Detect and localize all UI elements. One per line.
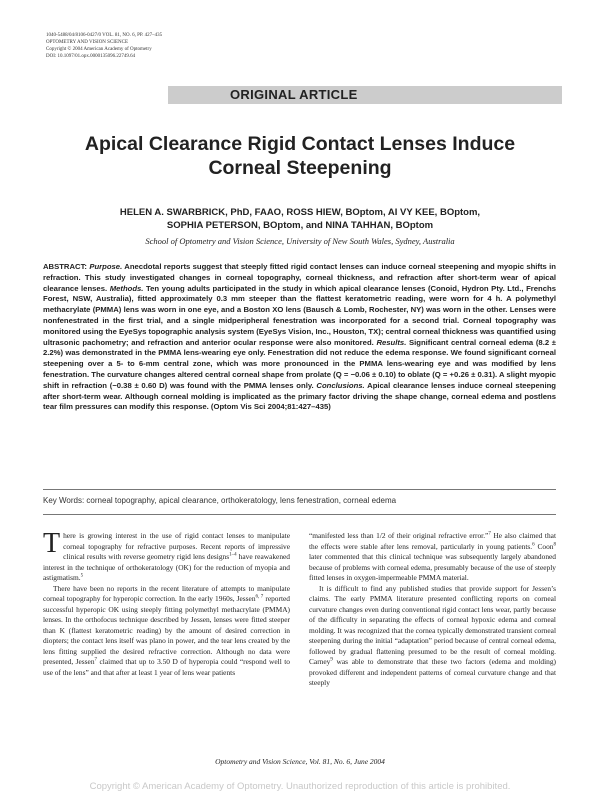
journal-meta <box>46 32 162 60</box>
author-list <box>40 206 560 232</box>
copyright-watermark: Copyright © American Academy of Optometry. Unauthorized reproduction of this article is prohibited. <box>89 781 511 792</box>
purpose-label: Purpose. <box>89 262 123 271</box>
authors-line: SOPHIA PETERSON, BOptom, and NINA TAHHAN, BOptom <box>166 220 434 231</box>
meta-line: OPTOMETRY AND VISION SCIENCE <box>46 40 128 45</box>
keywords-text: corneal topography, apical clearance, orthokeratology, lens fenestration, corneal edema <box>84 496 397 505</box>
article-type-banner <box>168 86 562 104</box>
paragraph: There have been no reports in the recent literature of attempts to manipulate corneal topography for hyperopic correction. In the early 1960s, Jessen$^{6, 7}$ reported successful hyperopic OK using steeply fitting polymethyl methacrylate (PMMA) lenses. In the orthofocus technique described by Jessen, lenses were fitted steeper than K (flattest keratometric reading) by the amount of desired correction in diopters; the contact lens itself was plano in power, and the tear lens created by the lens fitting supplied the desired refractive correction. Although no data were presented, Jessen$^7$ claimed that up to 3.50 D of hyperopia could “respond well to use of the lens” and that after at least 1 year of lens wear patients <box>43 583 290 677</box>
title-line: Apical Clearance Rigid Contact Lenses Induce <box>84 133 516 155</box>
purpose-text: Anecdotal reports suggest that steeply fitted rigid contact lenses can induce corneal steepening and myopic shifts in refraction. This study investigated changes in corneal topography, corneal thickness, and refraction after short-term wear of apical clearance lenses. <box>43 262 556 293</box>
article-type-label: ORIGINAL ARTICLE <box>230 87 358 102</box>
paragraph: There is growing interest in the use of rigid contact lenses to manipulate corneal topography for refractive purposes. Recent reports of impressive clinical results with reverse geometry rigid lens designs$^{1-4}$ have reawakened interest in the technique of orthokeratology (OK) for the reduction of myopia and astigmatism.$^5$ <box>43 528 290 582</box>
divider <box>43 489 556 490</box>
meta-line: DOI: 10.1097/01.opx.0000135096.22749.64 <box>46 54 136 59</box>
drop-cap: T <box>43 528 61 559</box>
article-title <box>40 132 560 180</box>
abstract <box>43 262 556 413</box>
results-text: Significant central corneal edema (8.2 ± 2.2%) was demonstrated in the PMMA lens-wearing eye only. Fenestration did not reduce the edema response. We found significant corneal steepening over a 5- to 6-mm central zone, which was more pronounced in the PMMA lens-wearing eye and was modified by lens fenestration. The curvature changes altered central corneal shape from prolate (Q = −0.06 ± 0.10) to oblate (Q = +0.26 ± 0.31). A slight myopic shift in refraction (−0.38 ± 0.60 D) was found with the PMMA lenses only. <box>43 337 556 390</box>
keywords <box>43 496 556 505</box>
methods-text: Ten young adults participated in the study in which apical clearance lenses (Conoid, Hydron Pty. Ltd., Frenchs Forest, NSW, Australia), fitted approximately 0.3 mm steeper than the flattest keratometric reading, were worn for 4 h. A polymethyl methacrylate (PMMA) lens was worn in one eye, and a Boston XO lens (Bausch & Lomb, Rochester, NY) was worn in the other. Lenses were nonfenestrated in the first trial, and a single midperipheral fenestration was incorporated for a second trial. Corneal topography was monitored using the EyeSys topographic analysis system (EyeSys Vision, Inc., Houston, TX); central corneal thickness was quantified using ultrasonic pachometry; and refraction and anterior ocular response were also monitored. <box>43 283 556 347</box>
paragraph: It is difficult to find any published studies that provide support for Jessen’s claims. The early PMMA literature presented conflicting reports on corneal curvature changes even during conventional rigid contact lens wear, partly because of the difficulty in separating the effects of corneal hypoxic edema and corneal molding. It was recognized that the cornea typically demonstrated transient corneal steepening during the initial “adaptation” period because of central corneal edema, followed by gradual flattening presumed to be the result of corneal molding. Carney$^9$ was able to demonstrate that these two factors (edema and molding) provoked different and independent patterns of corneal curvature change and that steeply <box>309 583 556 687</box>
body-column-right <box>309 531 556 689</box>
conclusions-label: Conclusions. <box>316 380 365 390</box>
abstract-label: ABSTRACT: <box>43 262 90 271</box>
paragraph: “manifested less than 1/2 of their original refractive error.”$^7$ He also claimed that the effects were stable after lens removal, particularly in young patients.$^6$ Coon$^8$ later commented that this clinical technique was subsequently largely abandoned because of problems with corneal edema, presumably because of the use of steeply fitted lenses in oxygen-impermeable PMMA material. <box>309 531 556 582</box>
methods-label: Methods. <box>109 283 144 293</box>
conclusions-text: Apical clearance lenses induce corneal steepening after short-term wear. Although corneal molding is implicated as the primary factor driving the shape change, corneal edema and postlens tear film pressures can modify this response. (Optom Vis Sci 2004;81:427–435) <box>43 380 557 412</box>
meta-line: Copyright © 2004 American Academy of Optometry <box>46 47 152 52</box>
body-column-left <box>43 528 290 678</box>
authors-line: HELEN A. SWARBRICK, PhD, FAAO, ROSS HIEW, BOptom, AI VY KEE, BOptom, <box>119 207 481 218</box>
affiliation: School of Optometry and Vision Science, University of New South Wales, Sydney, Australia <box>145 236 455 246</box>
meta-line: 1040-5488/04/8106-0427/0 VOL. 81, NO. 6, PP. 427–435 <box>46 33 163 38</box>
results-label: Results. <box>376 337 407 347</box>
keywords-label: Key Words: <box>43 496 85 505</box>
title-line: Corneal Steepening <box>208 157 392 179</box>
divider <box>43 514 556 515</box>
page-footer: Optometry and Vision Science, Vol. 81, No. 6, June 2004 <box>215 757 385 766</box>
